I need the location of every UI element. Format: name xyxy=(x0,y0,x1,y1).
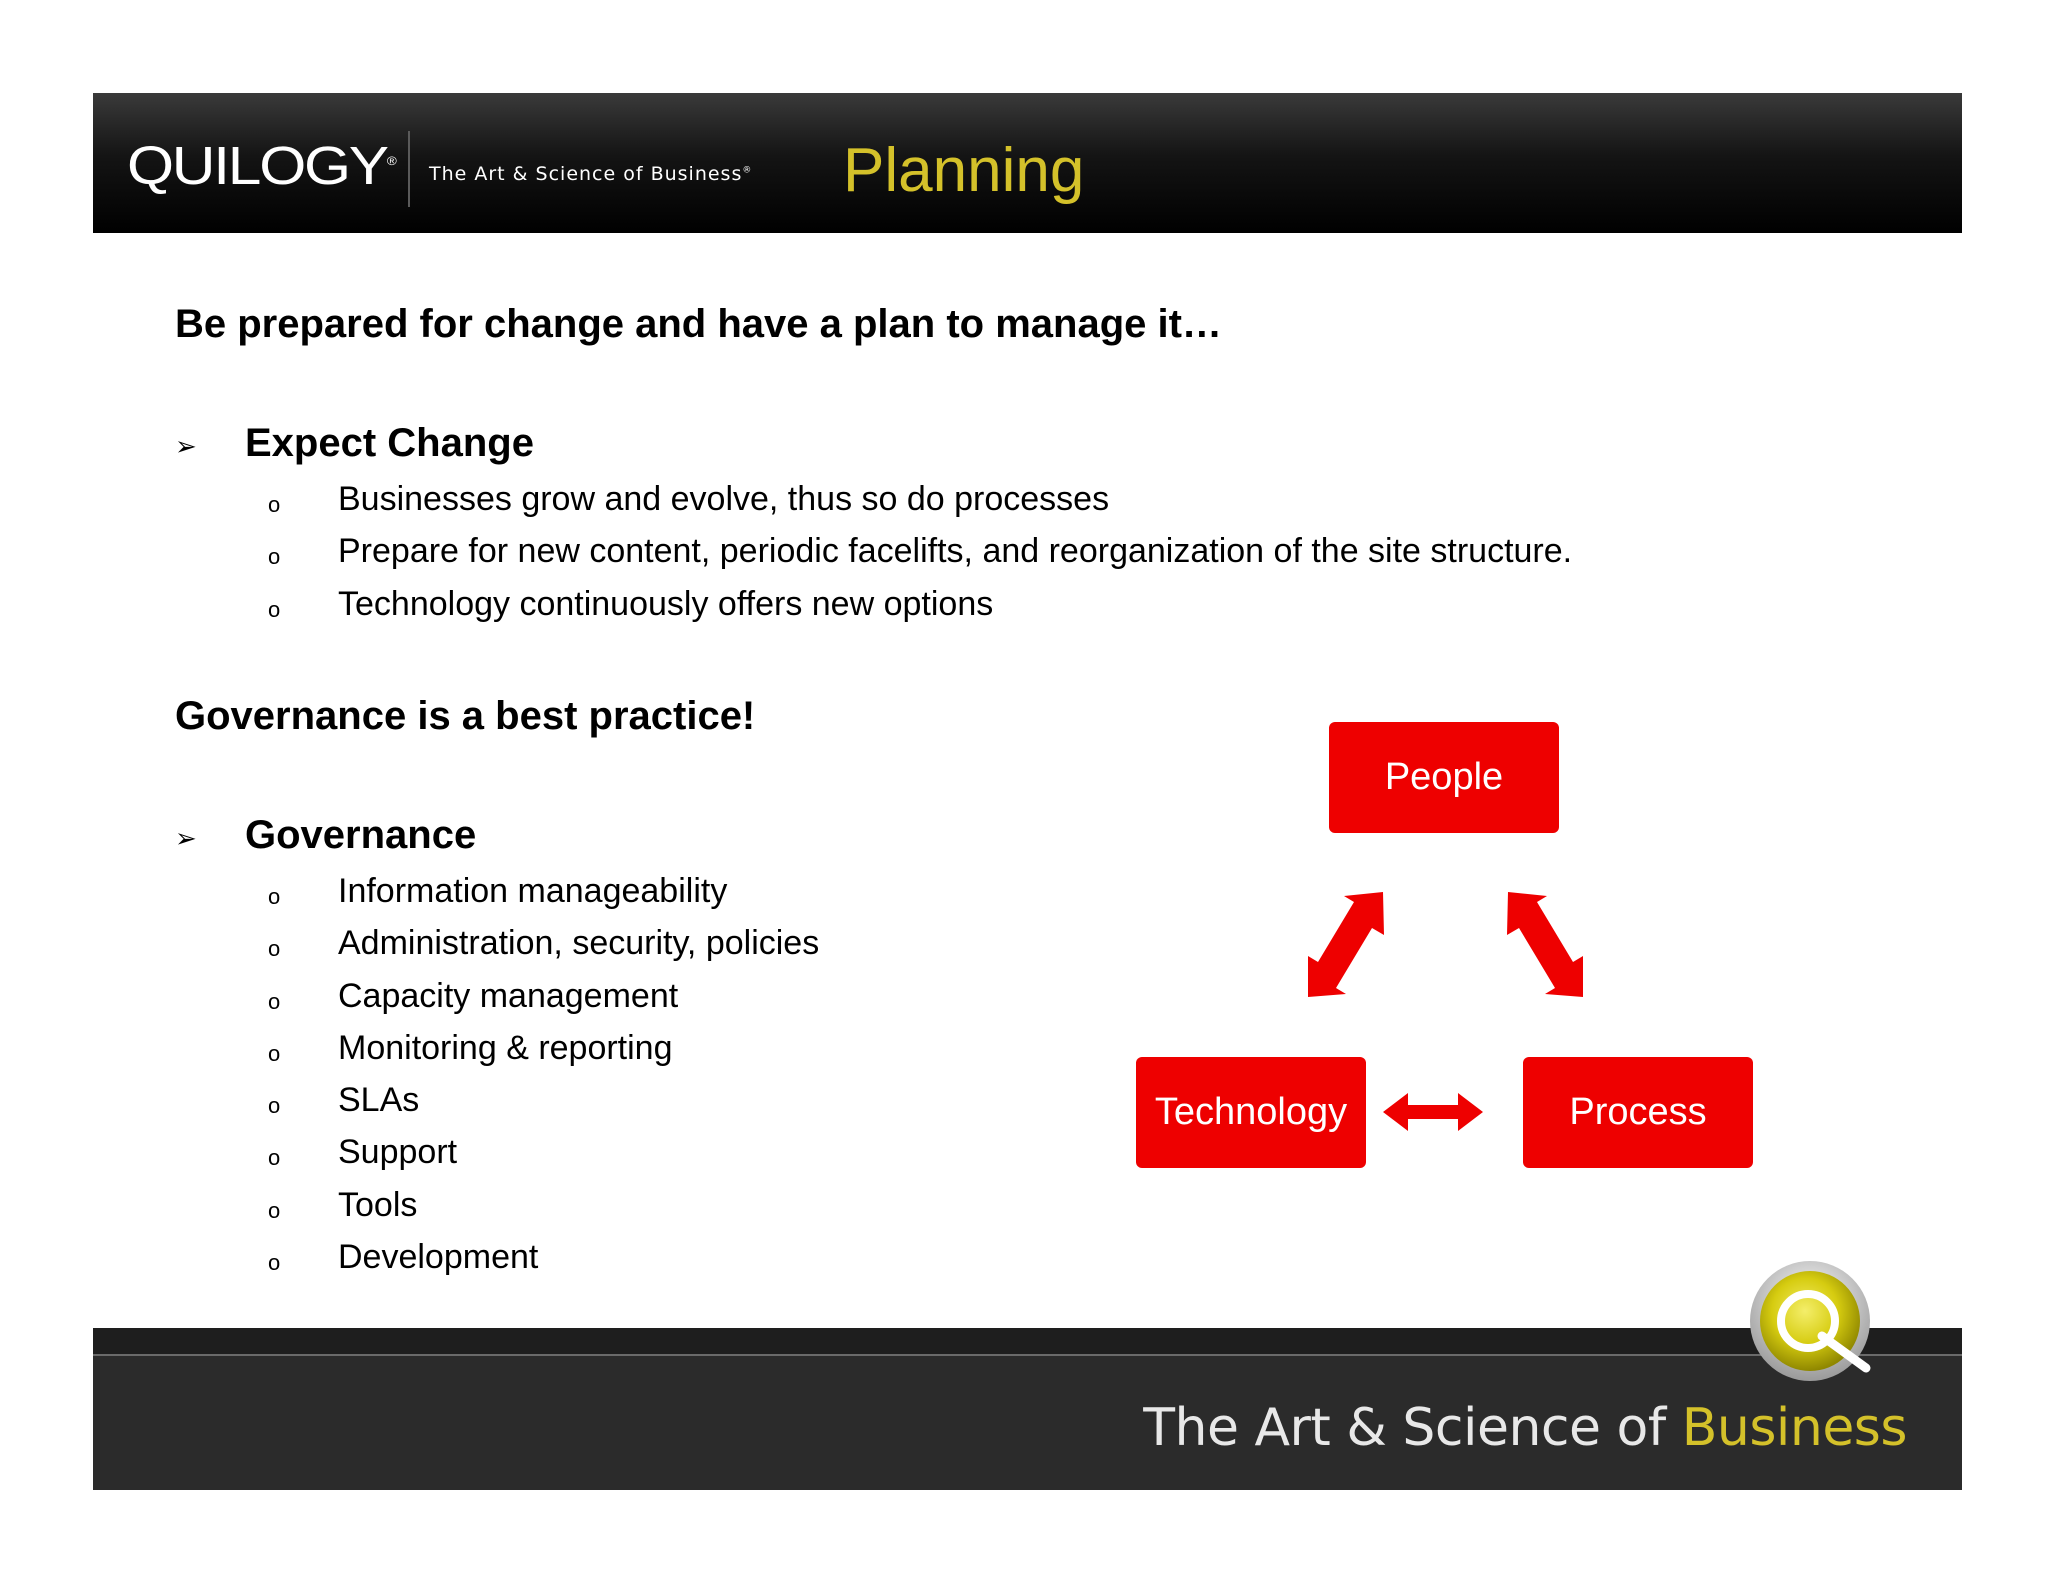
list-item-text: Businesses grow and evolve, thus so do processes xyxy=(338,480,1110,518)
arrow-bullet-icon: ➢ xyxy=(175,431,197,461)
circle-bullet-icon: o xyxy=(268,1250,281,1276)
list-item-text: Tools xyxy=(338,1185,418,1224)
header-divider xyxy=(408,131,410,207)
list-item-text: Support xyxy=(338,1133,458,1172)
diagram-node-process: Process xyxy=(1523,1057,1753,1168)
circle-bullet-icon: o xyxy=(268,544,281,570)
list-item-text: Information manageability xyxy=(338,872,728,910)
footer-band xyxy=(93,1328,1962,1490)
double-arrow-technology-process-icon xyxy=(1383,1093,1483,1131)
diagram-node-people: People xyxy=(1329,722,1559,833)
footer-tagline-accent: Business xyxy=(1681,1398,1907,1458)
double-arrow-people-technology-icon xyxy=(1308,892,1384,997)
quilogy-logo xyxy=(127,135,397,197)
logo-text: QUILOGY xyxy=(127,136,387,196)
diagram-arrows xyxy=(1290,880,1610,1160)
circle-bullet-icon: o xyxy=(268,988,281,1014)
section1-heading: Be prepared for change and have a plan to manage it… xyxy=(175,302,1222,346)
section2-heading: Governance is a best practice! xyxy=(175,694,756,738)
diagram-node-technology: Technology xyxy=(1136,1057,1366,1168)
list-item-text: Technology continuously offers new options xyxy=(338,584,994,623)
circle-bullet-icon: o xyxy=(268,1040,281,1066)
list-item-text: Prepare for new content, periodic facelifts, and reorganization of the site structure. xyxy=(338,532,1573,571)
governance-title: Governance xyxy=(245,813,477,857)
expect-change-title: Expect Change xyxy=(245,421,534,465)
circle-bullet-icon: o xyxy=(268,1145,281,1171)
arrow-bullet-icon: ➢ xyxy=(175,823,197,853)
circle-bullet-icon: o xyxy=(268,492,281,517)
header-tagline-text: The Art & Science of Business xyxy=(429,163,743,185)
footer-divider-line xyxy=(93,1354,1962,1356)
list-item-text: Administration, security, policies xyxy=(338,924,820,963)
q-logo-icon xyxy=(1748,1258,1888,1398)
list-item-text: Capacity management xyxy=(338,976,679,1015)
footer-tagline xyxy=(1143,1398,1907,1458)
list-item-text: SLAs xyxy=(338,1081,420,1120)
list-item-text: Monitoring & reporting xyxy=(338,1028,673,1067)
double-arrow-people-process-icon xyxy=(1507,892,1583,997)
circle-bullet-icon: o xyxy=(268,596,281,622)
logo-registered-mark: ® xyxy=(386,154,397,168)
footer-tagline-main: The Art & Science of xyxy=(1143,1398,1682,1458)
page-title: Planning xyxy=(843,136,1085,205)
circle-bullet-icon: o xyxy=(268,1197,281,1223)
circle-bullet-icon: o xyxy=(268,1093,281,1119)
header-tagline xyxy=(429,163,752,185)
circle-bullet-icon: o xyxy=(268,936,281,962)
tagline-registered-mark: ® xyxy=(742,165,753,176)
footer-top-strip xyxy=(93,1328,1962,1354)
header-band xyxy=(93,93,1962,233)
circle-bullet-icon: o xyxy=(268,884,281,909)
list-item-text: Development xyxy=(338,1238,539,1277)
